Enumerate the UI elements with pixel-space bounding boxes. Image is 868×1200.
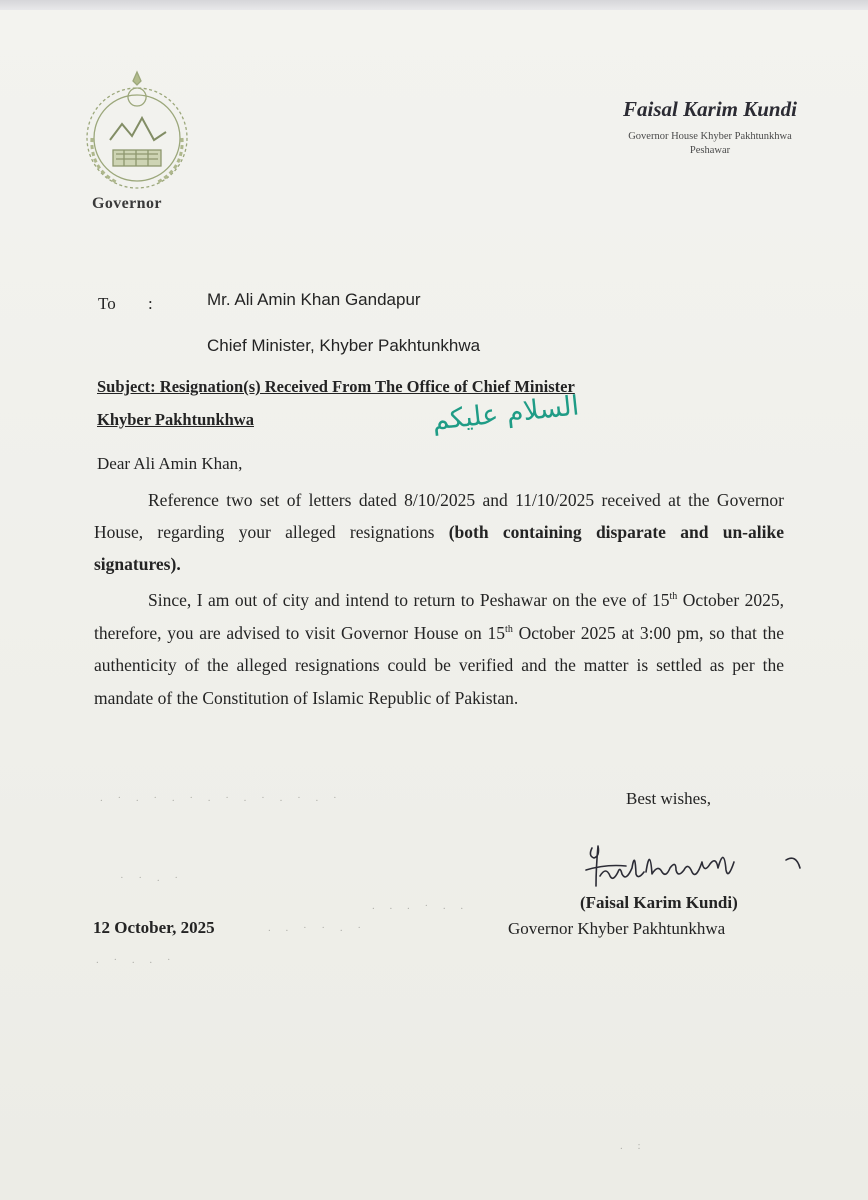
subject-line-1: Subject: Resignation(s) Received From The Office of Chief Minister xyxy=(97,377,575,396)
salutation: Dear Ali Amin Khan, xyxy=(97,454,243,473)
scan-speck: · · . · xyxy=(120,872,184,884)
para1-text: Reference two set of letters dated 8/10/2025 and 11/10/2025 received at the Governor House, regarding your alleged resignations xyxy=(94,490,784,542)
letterhead-address-line-2: Peshawar xyxy=(689,145,731,156)
scan-speck: . . · · . · xyxy=(268,922,367,934)
office-caption: Governor xyxy=(92,195,162,212)
letterhead-address-line-1: Governor House Khyber Pakhtunkhwa xyxy=(628,131,792,142)
recipient-name: Mr. Ali Amin Khan Gandapur xyxy=(207,290,421,309)
handwritten-greeting: السلام علیکم xyxy=(430,390,581,437)
screen-top-bar xyxy=(0,0,868,10)
scan-speck: . . . · . . xyxy=(372,900,470,912)
letter-date: 12 October, 2025 xyxy=(93,918,215,937)
recipient-title: Chief Minister, Khyber Pakhtunkhwa xyxy=(207,336,481,355)
scan-speck: . · . . · xyxy=(96,954,177,966)
signatory-title: Governor Khyber Pakhtunkhwa xyxy=(508,919,726,938)
scan-speck: . : xyxy=(620,1140,647,1152)
para2-superscript-1: th xyxy=(669,591,678,603)
to-label: To xyxy=(98,294,116,313)
para2-part-3: October 2025 at 3:00 pm, so that the authenticity of the alleged resignations could be verified and the matter is settled as per the mandate of the Constitution of Islamic Republic of Pakistan. xyxy=(94,622,784,708)
letterhead-sender-name: Faisal Karim Kundi xyxy=(623,97,797,121)
para1-bold-text: (both containing disparate and un-alike signatures). xyxy=(94,522,784,574)
kpk-emblem-icon xyxy=(78,66,196,192)
to-separator: : xyxy=(148,294,153,313)
para2-part-1: Since, I am out of city and intend to return to Peshawar on the eve of 15 xyxy=(148,590,670,610)
closing: Best wishes, xyxy=(626,789,711,808)
para2-part-2: October 2025, therefore, you are advised to visit Governor House on 15 xyxy=(94,590,784,643)
signatory-name: (Faisal Karim Kundi) xyxy=(580,893,738,912)
subject-line-2: Khyber Pakhtunkhwa xyxy=(97,410,254,429)
body-paragraph-1 xyxy=(94,484,784,580)
scan-speck: . · . · . · . · . · . · . · xyxy=(100,792,343,804)
body-paragraph-2 xyxy=(94,584,784,714)
para2-superscript-2: th xyxy=(505,623,513,635)
